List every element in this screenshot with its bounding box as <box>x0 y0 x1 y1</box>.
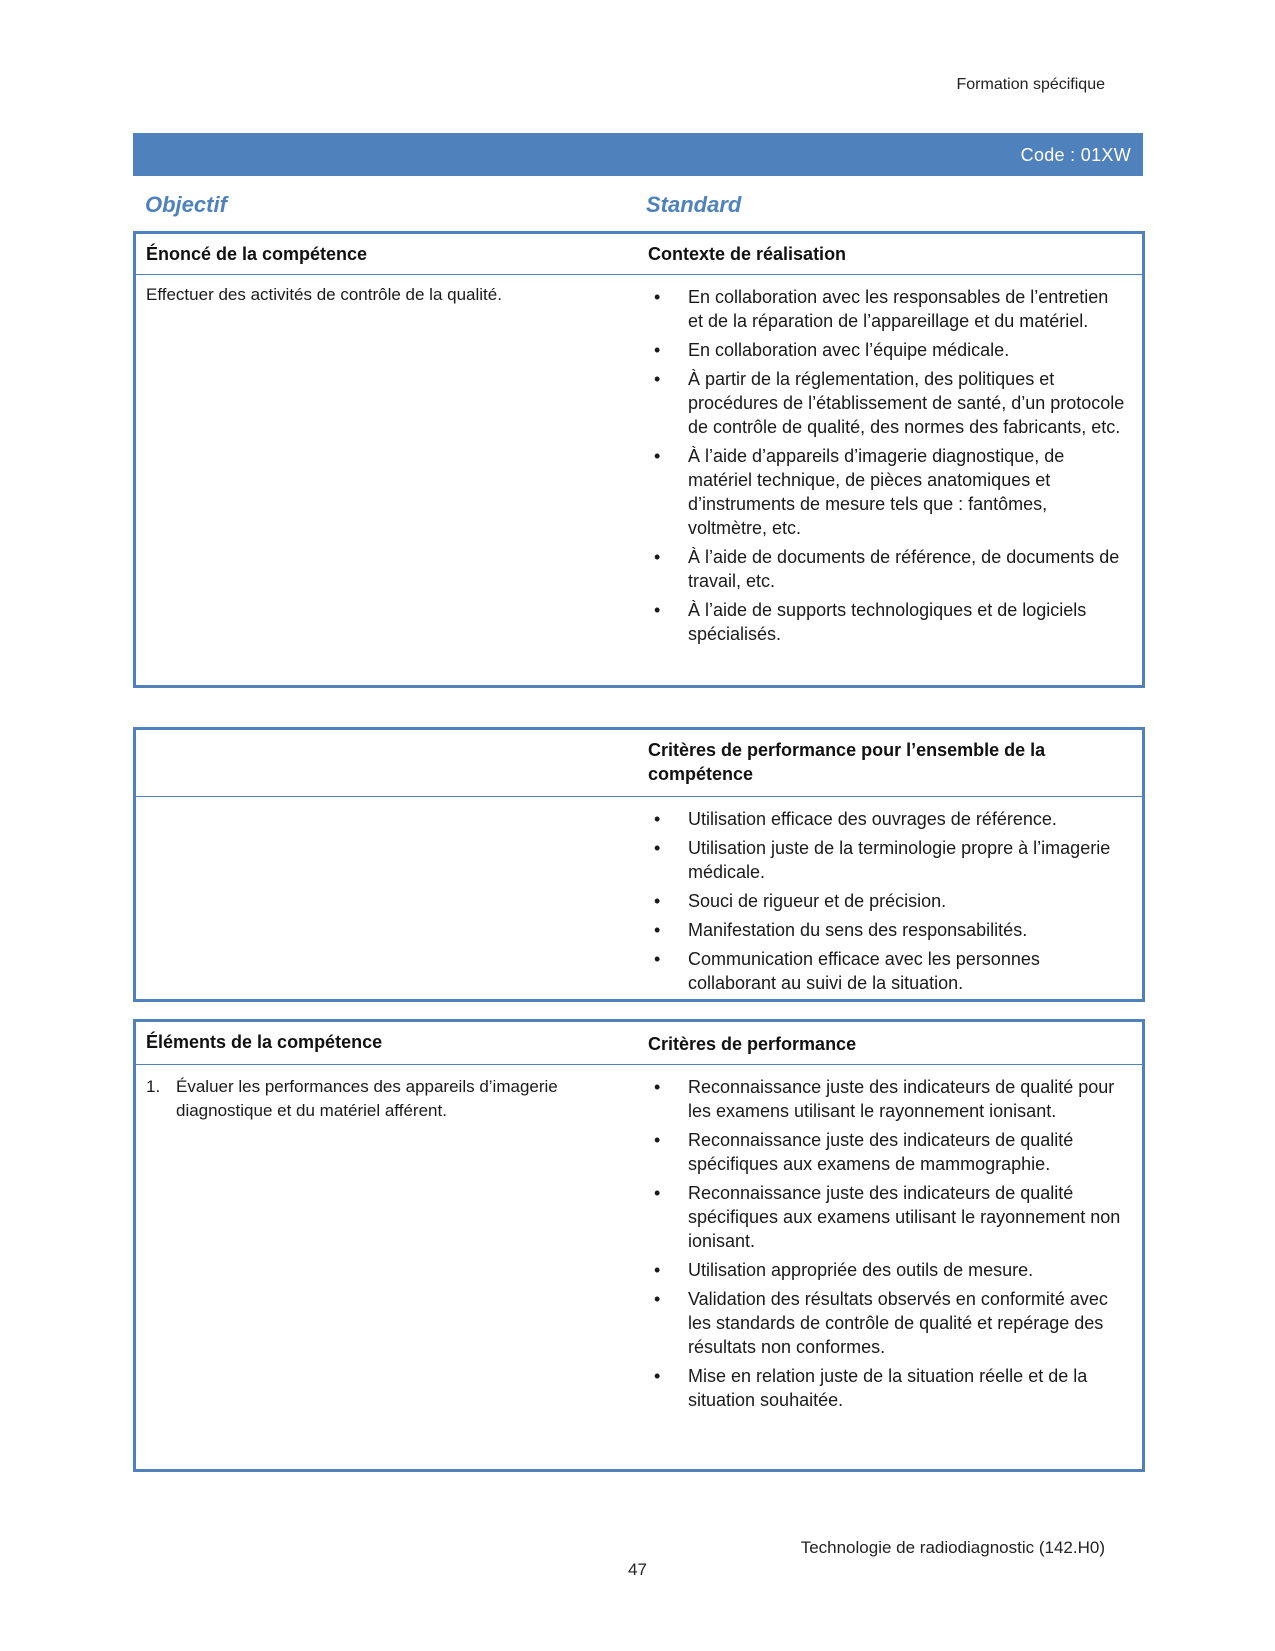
section2-header <box>136 730 1142 797</box>
criteria-item: • Souci de rigueur et de précision. <box>648 889 1128 913</box>
section-competency-statement <box>133 231 1145 688</box>
section1-header-right: Contexte de réalisation <box>648 244 847 264</box>
code-bar <box>133 133 1143 176</box>
criteria-item: • Reconnaissance juste des indicateurs de qualité spécifiques aux examens utilisant le rayonnement non ionisant. <box>648 1181 1128 1253</box>
criteria-item: • Communication efficace avec les personnes collaborant au suivi de la situation. <box>648 947 1128 995</box>
context-column <box>648 285 1128 651</box>
criteria-item: • Manifestation du sens des responsabilités. <box>648 918 1128 942</box>
criteria-item: • Utilisation efficace des ouvrages de référence. <box>648 807 1128 831</box>
context-item: • En collaboration avec l’équipe médicale. <box>648 338 1128 362</box>
context-item: • À partir de la réglementation, des politiques et procédures de l’établissement de santé, d’un protocole de contrôle de qualité, des normes des fabricants, etc. <box>648 367 1128 439</box>
section1-header <box>136 234 1142 275</box>
performance-criteria-list <box>648 1075 1128 1412</box>
page-header-title: Formation spécifique <box>956 76 1105 93</box>
element-text: Évaluer les performances des appareils d’imagerie diagnostique et du matériel afférent. <box>176 1077 558 1120</box>
section3-header <box>136 1022 1142 1065</box>
competency-code: Code : 01XW <box>1020 145 1131 165</box>
heading-standard: Standard <box>646 192 742 217</box>
criteria-item: • Reconnaissance juste des indicateurs de qualité spécifiques aux examens de mammographie. <box>648 1128 1128 1176</box>
context-item: • À l’aide de supports technologiques et de logiciels spécialisés. <box>648 598 1128 646</box>
criteria-item: • Utilisation appropriée des outils de mesure. <box>648 1258 1128 1282</box>
criteria-item: • Reconnaissance juste des indicateurs de qualité pour les examens utilisant le rayonnement ionisant. <box>648 1075 1128 1123</box>
competency-statement: Effectuer des activités de contrôle de la qualité. <box>146 285 502 304</box>
competency-element <box>146 1075 616 1123</box>
context-item: • À l’aide de documents de référence, de documents de travail, etc. <box>648 545 1128 593</box>
heading-objectif: Objectif <box>145 192 227 217</box>
context-list <box>648 285 1128 646</box>
page-number: 47 <box>628 1560 647 1579</box>
section-competency-elements <box>133 1019 1145 1472</box>
section3-header-right: Critères de performance <box>648 1034 857 1054</box>
criteria-item: • Validation des résultats observés en conformité avec les standards de contrôle de qualité et repérage des résultats non conformes. <box>648 1287 1128 1359</box>
section-global-criteria <box>133 727 1145 1002</box>
section1-header-left: Énoncé de la compétence <box>146 244 368 264</box>
criteria-item: • Mise en relation juste de la situation réelle et de la situation souhaitée. <box>648 1364 1128 1412</box>
context-item: • En collaboration avec les responsables de l’entretien et de la réparation de l’appareillage et du matériel. <box>648 285 1128 333</box>
section2-header-right: Critères de performance pour l’ensemble de la compétence <box>648 740 1046 784</box>
section3-header-left: Éléments de la compétence <box>146 1032 383 1052</box>
performance-criteria-column <box>648 1075 1128 1417</box>
context-item: • À l’aide d’appareils d’imagerie diagnostique, de matériel technique, de pièces anatomiques et d’instruments de mesure tels que : fantômes, voltmètre, etc. <box>648 444 1128 540</box>
criteria-item: • Utilisation juste de la terminologie propre à l’imagerie médicale. <box>648 836 1128 884</box>
global-criteria-list <box>648 807 1128 995</box>
footer-program: Technologie de radiodiagnostic (142.H0) <box>800 1538 1105 1557</box>
global-criteria-column <box>648 807 1128 1000</box>
element-number: 1. <box>146 1077 161 1096</box>
